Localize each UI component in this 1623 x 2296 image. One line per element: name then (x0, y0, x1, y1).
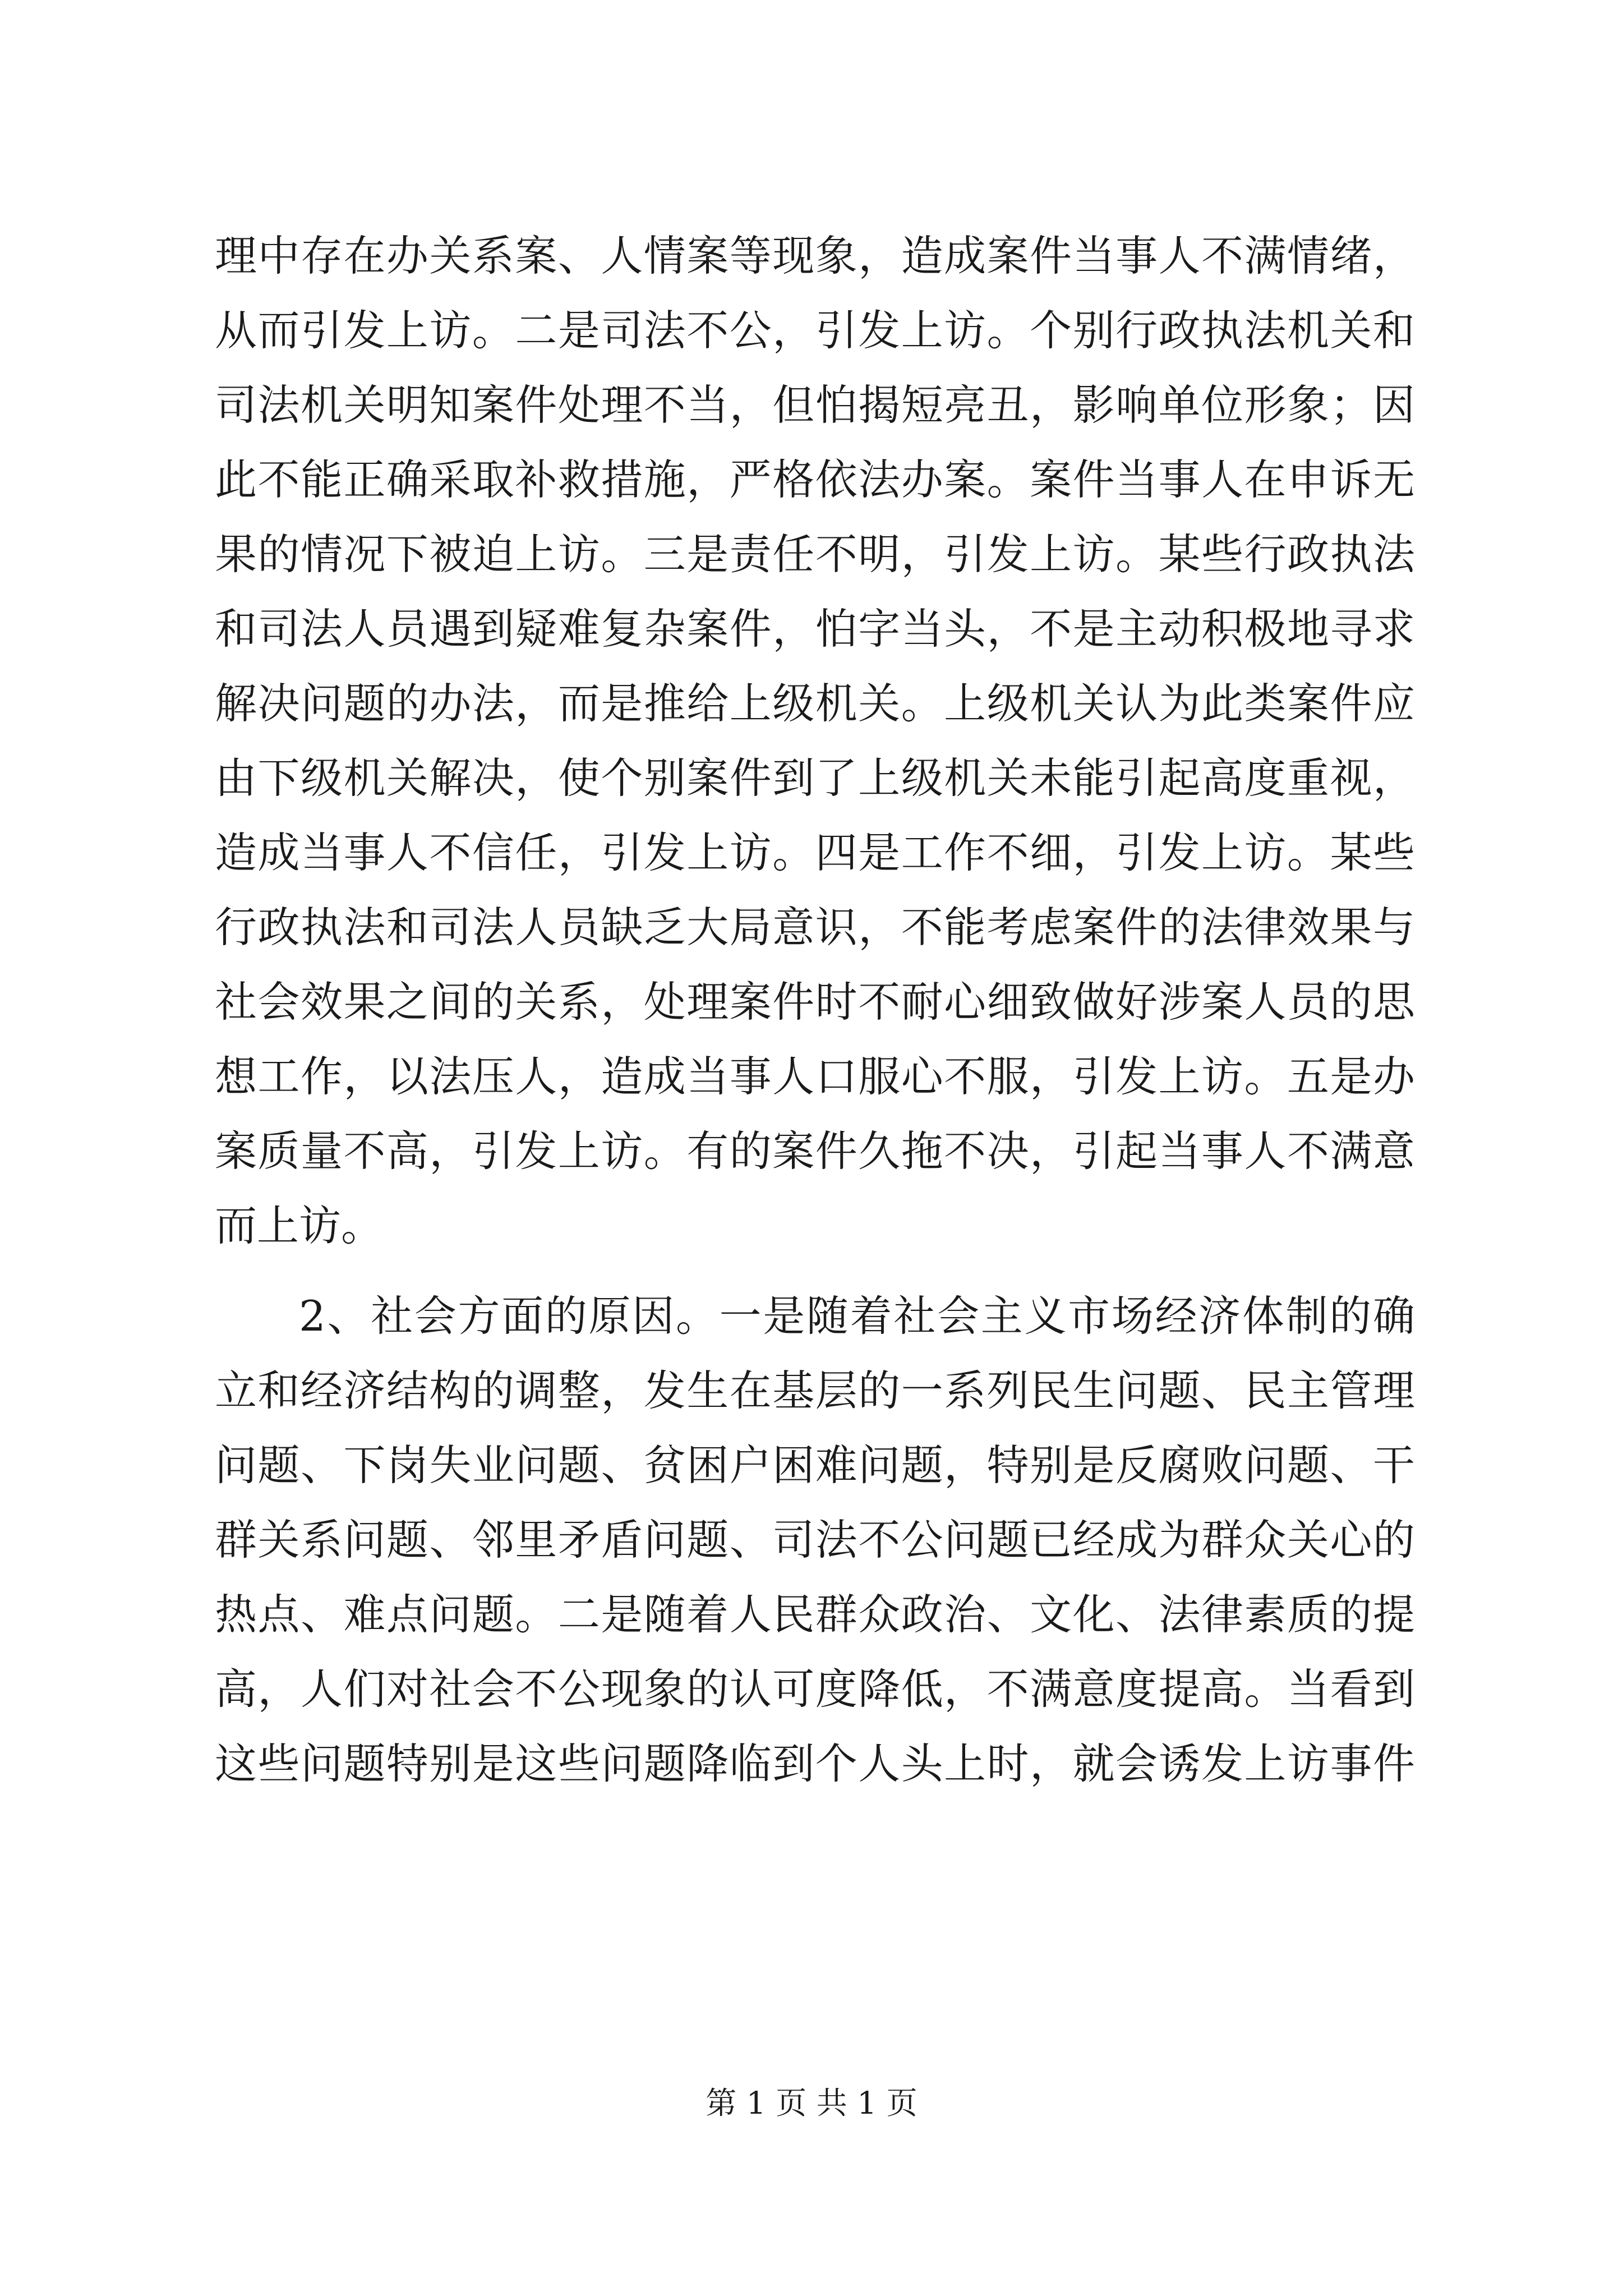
text-line: 社会效果之间的关系，处理案件时不耐心细致做好涉案人员的思 (215, 977, 1415, 1027)
text-line: 这些问题特别是这些问题降临到个人头上时，就会诱发上访事件 (215, 1739, 1415, 1788)
text-line: 果的情况下被迫上访。三是责任不明，引发上访。某些行政执法 (215, 530, 1415, 579)
text-line: 解决问题的办法，而是推给上级机关。上级机关认为此类案件应 (215, 679, 1415, 728)
text-line: 高，人们对社会不公现象的认可度降低，不满意度提高。当看到 (215, 1664, 1415, 1714)
text-line: 从而引发上访。二是司法不公，引发上访。个别行政执法机关和 (215, 306, 1415, 355)
text-line: 和司法人员遇到疑难复杂案件，怕字当头，不是主动积极地寻求 (215, 604, 1415, 654)
text-line: 热点、难点问题。二是随着人民群众政治、文化、法律素质的提 (215, 1590, 1415, 1639)
text-line: 此不能正确采取补救措施，严格依法办案。案件当事人在申诉无 (215, 455, 1415, 504)
text-line: 2、社会方面的原因。一是随着社会主义市场经济体制的确 (299, 1291, 1415, 1341)
text-line: 而上访。 (215, 1201, 384, 1250)
text-line: 由下级机关解决，使个别案件到了上级机关未能引起高度重视， (215, 753, 1415, 803)
page-number-label: 第 1 页 共 1 页 (706, 2085, 917, 2121)
text-line: 司法机关明知案件处理不当，但怕揭短亮丑，影响单位形象；因 (215, 380, 1415, 430)
text-line: 理中存在办关系案、人情案等现象，造成案件当事人不满情绪， (215, 231, 1415, 280)
text-line: 立和经济结构的调整，发生在基层的一系列民生问题、民主管理 (215, 1366, 1415, 1415)
text-line: 群关系问题、邻里矛盾问题、司法不公问题已经成为群众关心的 (215, 1515, 1415, 1565)
text-line: 行政执法和司法人员缺乏大局意识，不能考虑案件的法律效果与 (215, 903, 1415, 952)
text-line: 问题、下岗失业问题、贫困户困难问题，特别是反腐败问题、干 (215, 1441, 1415, 1490)
document-body (215, 219, 1415, 1801)
paragraph-gap (215, 1263, 1415, 1279)
page-footer (0, 2078, 1623, 2123)
text-line: 想工作，以法压人，造成当事人口服心不服，引发上访。五是办 (215, 1052, 1415, 1101)
text-line: 造成当事人不信任，引发上访。四是工作不细，引发上访。某些 (215, 828, 1415, 877)
text-line: 案质量不高，引发上访。有的案件久拖不决，引起当事人不满意 (215, 1126, 1415, 1176)
